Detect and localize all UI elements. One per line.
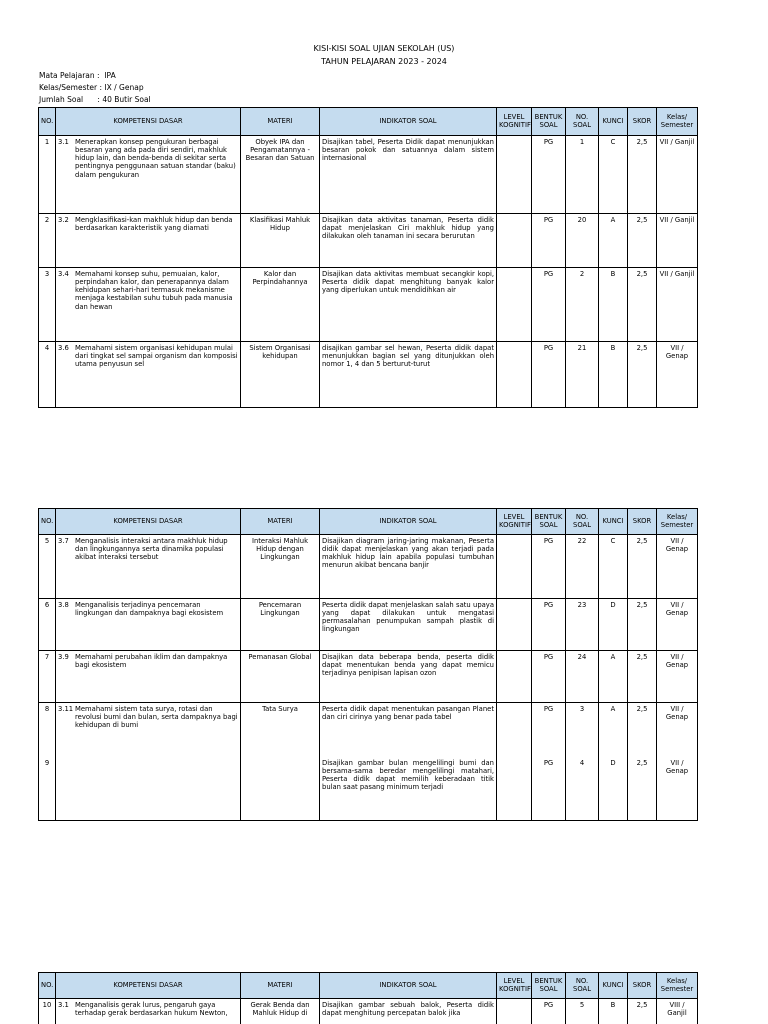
- cell-kompetensi-dasar: [56, 757, 241, 821]
- cell-nosoal: 20: [566, 214, 599, 268]
- cell-skor: 2,5: [628, 535, 657, 599]
- column-header-materi: MATERI: [241, 973, 320, 999]
- cell-level: [497, 703, 532, 757]
- kisi-kisi-table-1: [38, 107, 698, 408]
- cell-bentuk: PG: [532, 599, 566, 651]
- cell-kelas: VII / Genap: [657, 651, 698, 703]
- kd-code: 3.2: [58, 216, 69, 224]
- jumlah-soal: Jumlah Soal : 40 Butir Soal: [39, 95, 151, 104]
- cell-bentuk: PG: [532, 136, 566, 214]
- cell-kompetensi-dasar: [56, 136, 241, 214]
- cell-materi: Interaksi Mahluk Hidup dengan Lingkungan: [241, 535, 320, 599]
- cell-skor: 2,5: [628, 136, 657, 214]
- table-row: [39, 535, 698, 599]
- cell-level: [497, 342, 532, 408]
- table-row: [39, 999, 698, 1024]
- cell-level: [497, 999, 532, 1024]
- column-header-bentuk: BENTUK SOAL: [532, 108, 566, 136]
- cell-skor: 2,5: [628, 999, 657, 1024]
- cell-no: 2: [39, 214, 56, 268]
- document-subtitle: TAHUN PELAJARAN 2023 - 2024: [321, 57, 447, 66]
- kd-code: 3.8: [58, 601, 69, 609]
- cell-level: [497, 599, 532, 651]
- document-title: KISI-KISI SOAL UJIAN SEKOLAH (US): [313, 44, 455, 53]
- kd-text: Memahami sistem organisasi kehidupan mulai dari tingkat sel sampai organism dan komposisi utama penyusun sel: [75, 344, 238, 369]
- cell-no: 1: [39, 136, 56, 214]
- kd-code: 3.11: [58, 705, 74, 713]
- table-row: [39, 757, 698, 821]
- cell-materi: Gerak Benda dan Mahluk Hidup di: [241, 999, 320, 1024]
- kd-text: Menganalisis gerak lurus, pengaruh gaya terhadap gerak berdasarkan hukum Newton,: [75, 1001, 228, 1018]
- cell-bentuk: PG: [532, 651, 566, 703]
- column-header-kd: KOMPETENSI DASAR: [56, 973, 241, 999]
- kd-text: Memahami perubahan iklim dan dampaknya bagi ekosistem: [75, 653, 228, 670]
- cell-skor: 2,5: [628, 651, 657, 703]
- cell-skor: 2,5: [628, 268, 657, 342]
- kd-text: Menganalisis terjadinya pencemaran lingkungan dan dampaknya bagi ekosistem: [75, 601, 224, 618]
- cell-kompetensi-dasar: [56, 999, 241, 1024]
- column-header-nosoal: NO. SOAL: [566, 108, 599, 136]
- cell-kompetensi-dasar: [56, 651, 241, 703]
- cell-nosoal: 2: [566, 268, 599, 342]
- cell-nosoal: 5: [566, 999, 599, 1024]
- cell-materi: Obyek IPA dan Pengamatannya - Besaran dan Satuan: [241, 136, 320, 214]
- kelas-semester: Kelas/Semester : IX / Genap: [39, 83, 144, 92]
- cell-no: 10: [39, 999, 56, 1024]
- cell-kunci: A: [599, 651, 628, 703]
- column-header-level: LEVEL KOGNITIF: [497, 973, 532, 999]
- cell-skor: 2,5: [628, 703, 657, 757]
- cell-nosoal: 24: [566, 651, 599, 703]
- cell-kelas: VII / Genap: [657, 757, 698, 821]
- cell-kelas: VII / Ganjil: [657, 268, 698, 342]
- cell-kompetensi-dasar: [56, 214, 241, 268]
- kd-text: Memahami sistem tata surya, rotasi dan revolusi bumi dan bulan, serta dampaknya bagi kehidupan di bumi: [75, 705, 238, 730]
- kisi-kisi-table-3: [38, 972, 698, 1024]
- cell-bentuk: PG: [532, 535, 566, 599]
- cell-no: 9: [39, 757, 56, 821]
- cell-no: 5: [39, 535, 56, 599]
- cell-bentuk: PG: [532, 342, 566, 408]
- column-header-kunci: KUNCI: [599, 973, 628, 999]
- cell-no: 3: [39, 268, 56, 342]
- cell-level: [497, 268, 532, 342]
- column-header-indikator: INDIKATOR SOAL: [320, 108, 497, 136]
- cell-nosoal: 23: [566, 599, 599, 651]
- cell-indikator: Disajikan data beberapa benda, peserta didik dapat menentukan benda yang dapat memicu terjadinya penipisan lapisan ozon: [320, 651, 497, 703]
- cell-bentuk: PG: [532, 214, 566, 268]
- cell-indikator: Peserta didik dapat menjelaskan salah satu upaya yang dapat dilakukan untuk mengatasi permasalahan penumpukan sampah plastik di lingkungan: [320, 599, 497, 651]
- table-row: [39, 268, 698, 342]
- cell-kompetensi-dasar: [56, 535, 241, 599]
- kd-text: Memahami konsep suhu, pemuaian, kalor, perpindahan kalor, dan penerapannya dalam kehidupan sehari-hari termasuk mekanisme menjaga kestabilan suhu tubuh pada manusia dan hewan: [75, 270, 233, 311]
- cell-kelas: VII / Genap: [657, 599, 698, 651]
- kd-code: 3.1: [58, 138, 69, 146]
- cell-kelas: VII / Ganjil: [657, 214, 698, 268]
- column-header-no: NO.: [39, 973, 56, 999]
- cell-indikator: Peserta didik dapat menentukan pasangan Planet dan ciri cirinya yang benar pada tabel: [320, 703, 497, 757]
- column-header-bentuk: BENTUK SOAL: [532, 973, 566, 999]
- cell-materi: Kalor dan Perpindahannya: [241, 268, 320, 342]
- cell-no: 4: [39, 342, 56, 408]
- cell-kelas: VII / Genap: [657, 342, 698, 408]
- cell-level: [497, 535, 532, 599]
- cell-nosoal: 1: [566, 136, 599, 214]
- column-header-kd: KOMPETENSI DASAR: [56, 108, 241, 136]
- cell-kunci: D: [599, 599, 628, 651]
- cell-no: 7: [39, 651, 56, 703]
- cell-kunci: C: [599, 136, 628, 214]
- cell-kunci: A: [599, 703, 628, 757]
- column-header-kunci: KUNCI: [599, 509, 628, 535]
- header-row: [39, 973, 698, 999]
- cell-indikator: disajikan gambar sel hewan, Peserta didik dapat menunjukkan bagian sel yang ditunjukkan oleh nomor 1, 4 dan 5 berturut-turut: [320, 342, 497, 408]
- cell-no: 6: [39, 599, 56, 651]
- cell-nosoal: 21: [566, 342, 599, 408]
- cell-kompetensi-dasar: [56, 342, 241, 408]
- kd-code: 3.6: [58, 344, 69, 352]
- cell-kunci: A: [599, 214, 628, 268]
- cell-level: [497, 214, 532, 268]
- cell-materi: Pencemaran Lingkungan: [241, 599, 320, 651]
- cell-nosoal: 4: [566, 757, 599, 821]
- column-header-indikator: INDIKATOR SOAL: [320, 509, 497, 535]
- kd-code: 3.4: [58, 270, 69, 278]
- cell-skor: 2,5: [628, 342, 657, 408]
- cell-bentuk: PG: [532, 268, 566, 342]
- column-header-skor: SKOR: [628, 509, 657, 535]
- cell-kelas: VII / Genap: [657, 703, 698, 757]
- column-header-kelas: Kelas/ Semester: [657, 509, 698, 535]
- cell-indikator: Disajikan data aktivitas tanaman, Peserta didik dapat menjelaskan Ciri makhluk hidup yang dilakukan oleh tanaman ini secara berurutan: [320, 214, 497, 268]
- column-header-bentuk: BENTUK SOAL: [532, 509, 566, 535]
- cell-indikator: Disajikan gambar bulan mengelilingi bumi dan bersama-sama beredar mengelilingi matahari, Peserta didik dapat memilih keberadaan titik bulan saat pasang minimum terjadi: [320, 757, 497, 821]
- column-header-kunci: KUNCI: [599, 108, 628, 136]
- cell-kelas: VII / Genap: [657, 535, 698, 599]
- cell-kunci: B: [599, 268, 628, 342]
- header-row: [39, 509, 698, 535]
- cell-bentuk: PG: [532, 999, 566, 1024]
- column-header-nosoal: NO. SOAL: [566, 509, 599, 535]
- cell-indikator: Disajikan data aktivitas membuat secangkir kopi, Peserta didik dapat menghitung banyak kalor yang diperlukan untuk mendidihkan air: [320, 268, 497, 342]
- column-header-no: NO.: [39, 509, 56, 535]
- cell-materi: Klasifikasi Mahluk Hidup: [241, 214, 320, 268]
- column-header-level: LEVEL KOGNITIF: [497, 108, 532, 136]
- page-bottom-clip: [0, 970, 768, 1024]
- kd-text: Menganalisis interaksi antara makhluk hidup dan lingkungannya serta dinamika populasi akibat interaksi tersebut: [75, 537, 228, 562]
- cell-kunci: C: [599, 535, 628, 599]
- mata-pelajaran: Mata Pelajaran : IPA: [39, 71, 116, 80]
- column-header-kelas: Kelas/ Semester: [657, 973, 698, 999]
- cell-materi: Pemanasan Global: [241, 651, 320, 703]
- column-header-nosoal: NO. SOAL: [566, 973, 599, 999]
- cell-kunci: D: [599, 757, 628, 821]
- column-header-kelas: Kelas/ Semester: [657, 108, 698, 136]
- cell-indikator: Disajikan gambar sebuah balok, Peserta didik dapat menghitung percepatan balok jika: [320, 999, 497, 1024]
- column-header-kd: KOMPETENSI DASAR: [56, 509, 241, 535]
- cell-level: [497, 651, 532, 703]
- cell-kunci: B: [599, 342, 628, 408]
- column-header-materi: MATERI: [241, 108, 320, 136]
- kd-text: Menerapkan konsep pengukuran berbagai besaran yang ada pada diri sendiri, makhluk hidup lain, dan benda-benda di sekitar serta pentingnya penggunaan satuan standar (baku) dalam pengukuran: [75, 138, 236, 179]
- cell-level: [497, 136, 532, 214]
- column-header-level: LEVEL KOGNITIF: [497, 509, 532, 535]
- cell-bentuk: PG: [532, 703, 566, 757]
- table-row: [39, 703, 698, 757]
- table-row: [39, 214, 698, 268]
- cell-kunci: B: [599, 999, 628, 1024]
- column-header-no: NO.: [39, 108, 56, 136]
- cell-nosoal: 22: [566, 535, 599, 599]
- cell-level: [497, 757, 532, 821]
- table-row: [39, 651, 698, 703]
- cell-bentuk: PG: [532, 757, 566, 821]
- kd-text: Mengklasifikasi-kan makhluk hidup dan benda berdasarkan karakteristik yang diamati: [75, 216, 233, 233]
- table-row: [39, 342, 698, 408]
- cell-no: 8: [39, 703, 56, 757]
- kd-code: 3.1: [58, 1001, 69, 1009]
- cell-kelas: VIII / Ganjil: [657, 999, 698, 1024]
- column-header-skor: SKOR: [628, 973, 657, 999]
- cell-skor: 2,5: [628, 214, 657, 268]
- kd-code: 3.7: [58, 537, 69, 545]
- cell-kompetensi-dasar: [56, 599, 241, 651]
- cell-skor: 2,5: [628, 599, 657, 651]
- cell-indikator: Disajikan diagram jaring-jaring makanan, Peserta didik dapat menjelaskan yang akan terjadi pada makhluk hidup lain apabila populasi tumbuhan menurun akibat bencana banjir: [320, 535, 497, 599]
- column-header-indikator: INDIKATOR SOAL: [320, 973, 497, 999]
- table-row: [39, 136, 698, 214]
- cell-skor: 2,5: [628, 757, 657, 821]
- header-row: [39, 108, 698, 136]
- cell-materi: Sistem Organisasi kehidupan: [241, 342, 320, 408]
- kisi-kisi-table-2: [38, 508, 698, 821]
- cell-materi: [241, 757, 320, 821]
- column-header-skor: SKOR: [628, 108, 657, 136]
- column-header-materi: MATERI: [241, 509, 320, 535]
- cell-nosoal: 3: [566, 703, 599, 757]
- kd-code: 3.9: [58, 653, 69, 661]
- cell-materi: Tata Surya: [241, 703, 320, 757]
- cell-kompetensi-dasar: [56, 703, 241, 757]
- cell-kelas: VII / Ganjil: [657, 136, 698, 214]
- table-row: [39, 599, 698, 651]
- cell-indikator: Disajikan tabel, Peserta Didik dapat menunjukkan besaran pokok dan satuannya dalam sistem internasional: [320, 136, 497, 214]
- cell-kompetensi-dasar: [56, 268, 241, 342]
